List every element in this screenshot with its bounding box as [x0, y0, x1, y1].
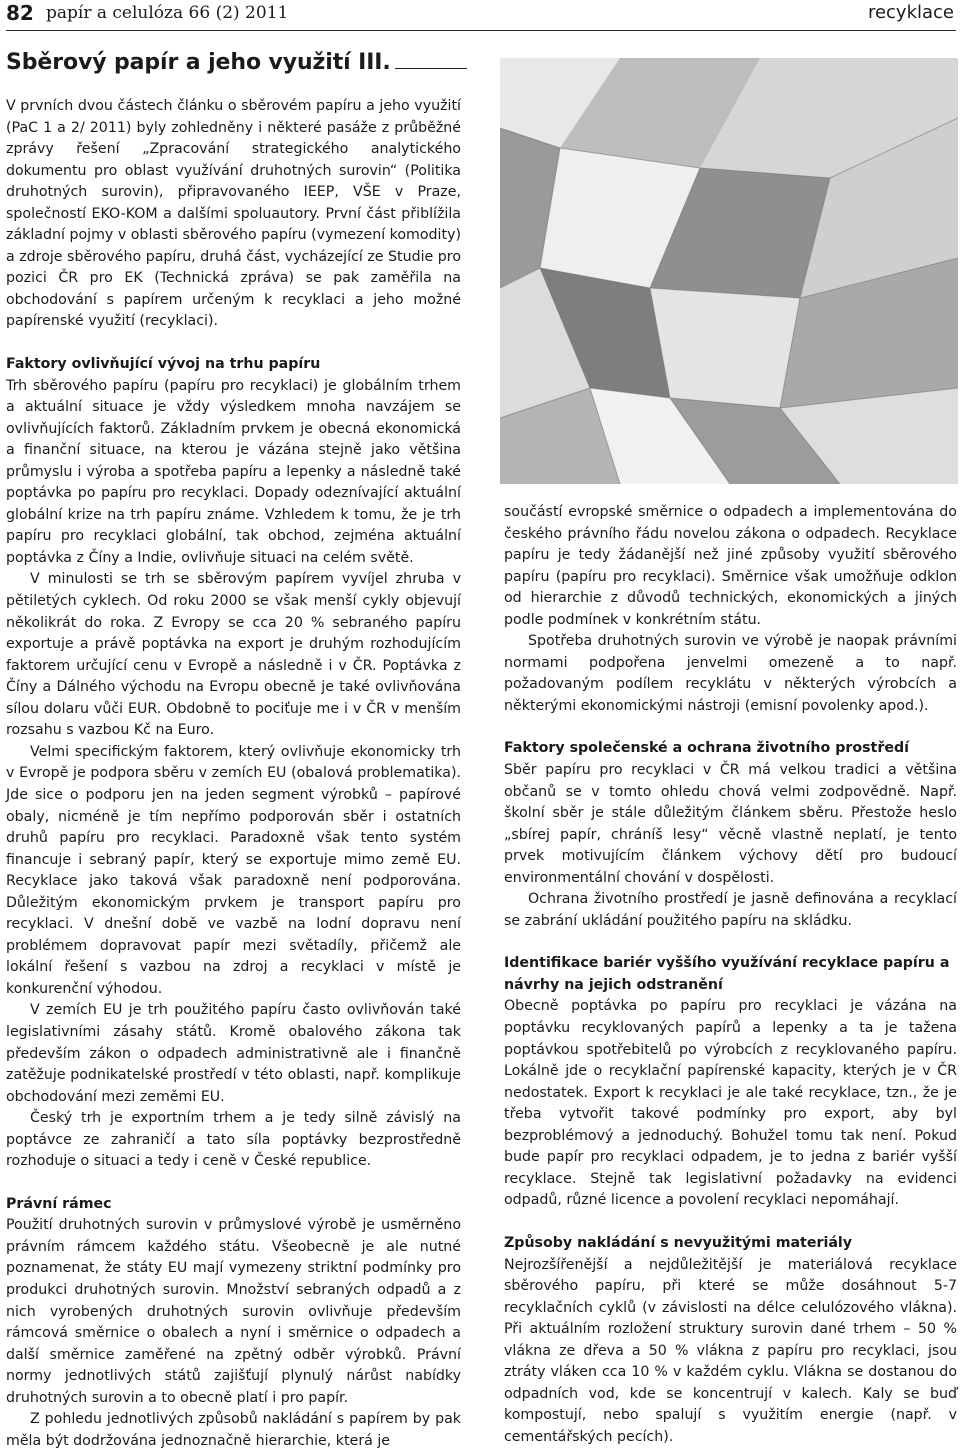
heading-unused-materials: Způsoby nakládání s nevyužitými materiály — [504, 1234, 853, 1251]
crumpled-paper-photo — [500, 58, 958, 484]
paragraph: Český trh je exportním trhem a je tedy silně závislý na poptávce ze zahraničí a tato síla poptávky bezprostředně rozhoduje o situaci a tedy i ceně v České republice. — [6, 1110, 461, 1170]
heading-legal-framework: Právní rámec — [6, 1195, 112, 1212]
paragraph: součástí evropské směrnice o odpadech a implementována do českého právního řádu novelou zákona o odpadech. Recyklace papíru je tedy žádanější než jiné způsoby využití sběrového papíru (papíru pro recyklaci). Směrnice však umožňuje odklon od hierarchie z důvodů technických, ekonomických a jiných podle podmínek v konkrétním státu. — [504, 504, 957, 628]
page-number: 82 — [6, 1, 34, 25]
journal-name: papír a celulóza 66 (2) 2011 — [46, 3, 289, 23]
section-label: recyklace — [867, 2, 954, 23]
paragraph: Z pohledu jednotlivých způsobů nakládání s papírem by pak měla být dodržována jednoznačně hierarchie, která je — [6, 1411, 461, 1449]
paragraph: Spotřeba druhotných surovin ve výrobě je naopak právními normami podpořena jenvelmi omezeně a to např. požadovaným podílem recyklátu v některých výrobcích a některými ekonomickými nástroji (emisní povolenky apod.). — [504, 633, 957, 714]
heading-market-factors: Faktory ovlivňující vývoj na trhu papíru — [6, 356, 321, 373]
paragraph: Použití druhotných surovin v průmyslové výrobě je usměrněno právním rámcem každého státu. Všeobecně je ale nutné poznamenat, že státy EU mají vymezeny striktní podmínky pro produkci druhotných surovin. Množství sebraných odpadů a z nich vyrobených druhotných surovin ovlivňuje především rámcová směrnice o obalech a nyní i směrnice o odpadech a další směrnice zaměřené na zpětný odběr výrobků. Právní normy jednotlivých států zajišťují plynulý nárůst nabídky druhotných surovin a to obecně platí i pro papír. — [6, 1217, 461, 1406]
right-column — [504, 502, 957, 1448]
article-title: Sběrový papír a jeho využití III. — [6, 50, 391, 75]
title-rule — [395, 68, 467, 69]
left-column — [6, 96, 461, 1452]
paragraph: V minulosti se trh se sběrovým papírem vyvíjel zhruba v pětiletých cyklech. Od roku 2000 se však menší cykly objevují několikrát do roka. Z Evropy se cca 20 % sebraného papíru exportuje a právě poptávka na export je druhým rozhodujícím faktorem určující cenu v Evropě a následně i v ČR. Poptávka z Číny a Dálného východu na Evropu obecně je také ovlivňována sílou dolaru vůči EUR. Obdobně to pociťuje me i v ČR v menším rozsahu s vazbou Kč na Euro. — [6, 571, 461, 739]
heading-social-factors: Faktory společenské a ochrana životního prostředí — [504, 740, 909, 757]
paragraph: Sběr papíru pro recyklaci v ČR má velkou tradici a většina občanů se v tomto ohledu chová velmi zodpovědně. Např. školní sběr je stále důležitým článkem sběru. Přestože heslo „sbírej papír, chráníš lesy“ věcně vlastně neplatí, je tento prvek motivujícím článkem výchovy dětí pro budoucí environmentální chování v dospělosti. — [504, 762, 957, 886]
heading-barriers: Identifikace bariér vyššího využívání recyklace papíru a návrhy na jejich odstranění — [504, 955, 950, 993]
crumpled-paper-illustration — [500, 58, 958, 484]
paragraph: Nejrozšířenější a nejdůležitější je materiálová recyklace sběrového papíru, při které se může dosáhnout 5-7 recyklačních cyklů (v závislosti na délce celulózového vlákna). Při aktuálním rozložení struktury surovin dané trhem – 50 % vlákna ze dřeva a 50 % vlákna z papíru pro recyklaci, jsou ztráty vláken cca 10 % v každém cyklu. Vlákna se dostanou do odpadních vod, kde se koncentrují v kalech. Kaly se buď kompostují, nebo spalují s využitím energie (např. v cementářských pecích). — [504, 1256, 957, 1445]
paragraph: Velmi specifickým faktorem, který ovlivňuje ekonomicky trh v Evropě je podpora sběru v zemích EU (obalová problematika). Jde sice o podporu jen na jeden segment výrobků – papírové obaly, nicméně je tím nepřímo podporován sběr i ostatních druhů papíru pro recyklaci. Paradoxně však tento systém financuje i sebraný papír, který se exportuje mimo země EU. Recyklace jako taková však paradoxně není podporována. Důležitým ekonomickým prvkem je transport papíru pro recyklaci. V dnešní době ve vazbě na lodní dopravu není problémem dopravovat papír mezi světadíly, přičemž ale lokální řešení s vazbou na zdroj a recyklaci v místě je konkurenční výhodou. — [6, 743, 461, 997]
paragraph: V zemích EU je trh použitého papíru často ovlivňován také legislativními zásahy států. Kromě obalového zákona tak především zákon o odpadech administrativně ale i finančně zatěžuje podnikatelské prostředí v této oblasti, např. komplikuje obchodování mezi zeměmi EU. — [6, 1002, 461, 1105]
paragraph: Trh sběrového papíru (papíru pro recyklaci) je globálním trhem a aktuální situace je vždy výsledkem mnoha navzájem se ovlivňujících faktorů. Základním prvkem je obecná ekonomická a finanční situace, na kterou je vázána stejně jako většina průmyslu i výroba a spotřeba papíru a lepenky a následně také poptávka po papíru pro recyklaci. Dopady odeznívající aktuální globální krize na trh papíru známe. Vzhledem k tomu, že je trh papíru pro recyklaci globální, tak obchod, zejména aktuální poptávka z Číny a Indie, ovlivňuje situaci na celém světě. — [6, 377, 461, 566]
paragraph: Obecně poptávka po papíru pro recyklaci je vázána na poptávku recyklovaných papírů a lepenky a ta je tažena poptávkou spotřebitelů po výrobcích z recyklovaného papíru. Lokálně jde o recyklační papírenské kapacity, kterých je v ČR nedostatek. Export k recyklaci je ale také recyklace, tzn., že je třeba vytvořit takové podmínky pro export, aby byl bezproblémový a jednoduchý. Bohužel tomu tak není. Pokud bude papír pro recyklaci odpadem, je to jedna z bariér vyšší recyklace. Stejně tak legislativní požadavky na evidenci odpadů, různé licence a povolení recyklaci nepomáhají. — [504, 998, 957, 1209]
page-header — [6, 0, 956, 31]
paragraph: Ochrana životního prostředí je jasně definována a recyklací se zabrání ukládání použitého papíru na skládku. — [504, 891, 957, 929]
intro-paragraph: V prvních dvou částech článku o sběrovém papíru a jeho využití (PaC 1 a 2/ 2011) byly zohledněny i některé pasáže z průběžné zprávy řešení „Zpracování strategického analytického dokumentu pro oblast využívání druhotných surovin“ (Politika druhotných surovin), připravovaného IEEP, VŠE v Praze, společností EKO-KOM a dalšími spoluautory. První část přiblížila základní pojmy v oblasti sběrového papíru (vymezení komodity) a zdroje sběrového papíru, druhá část, vycházející ze Studie pro pozici ČR pro EK (Technická zpráva) se pak zaměřila na obchodování s papírem určeným k recyklaci a jeho možné papírenské využití (recyklaci). — [6, 98, 461, 330]
